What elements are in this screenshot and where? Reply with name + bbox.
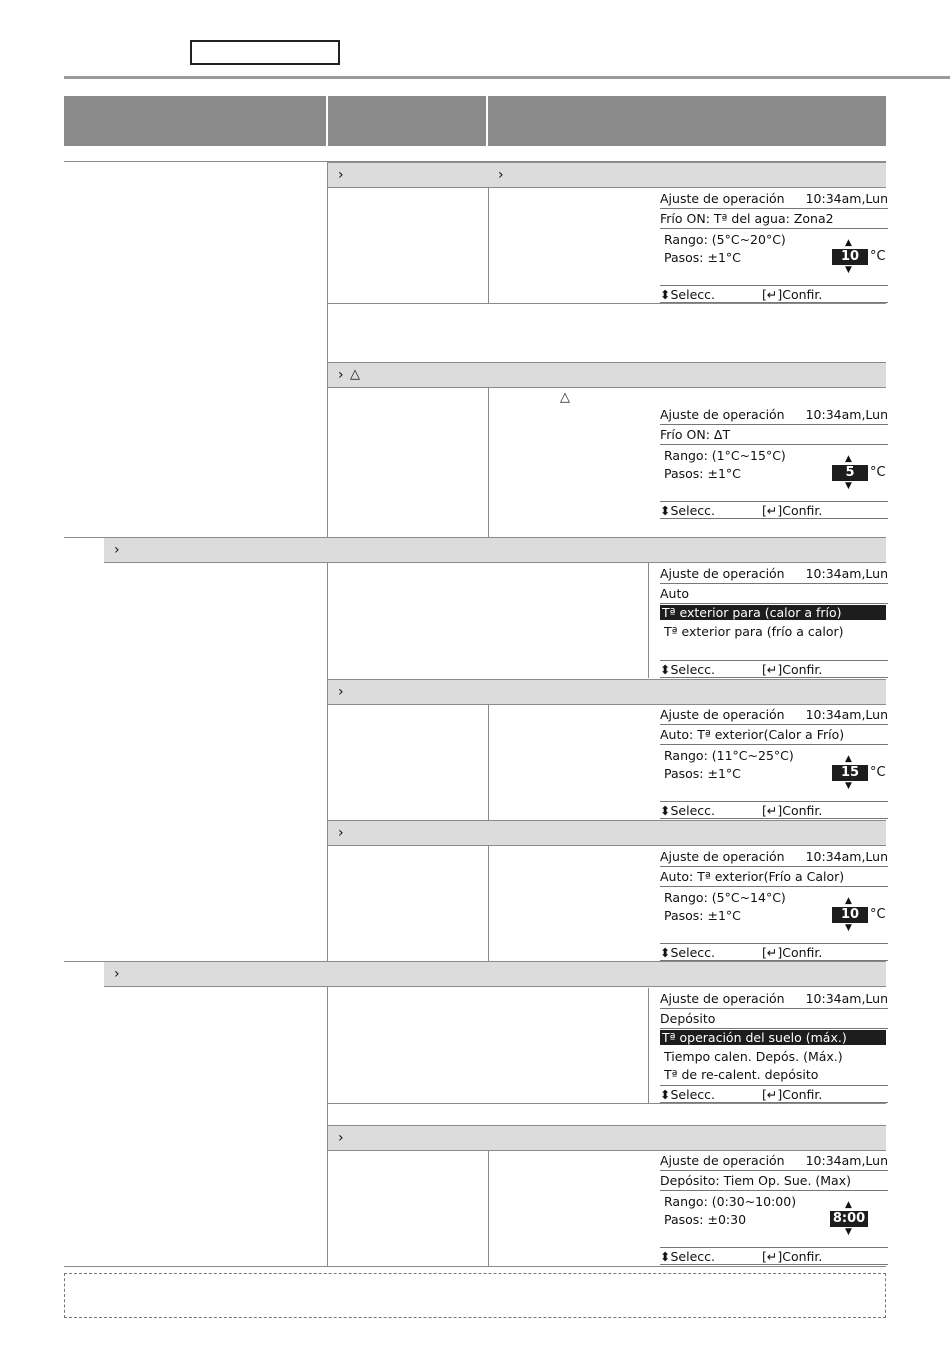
screen-divider: [660, 960, 888, 961]
updown-icon: ⬍: [660, 287, 671, 302]
select-hint: ⬍Selecc.: [660, 287, 715, 302]
select-hint: ⬍Selecc.: [660, 1087, 715, 1102]
lcd-screen: [660, 564, 888, 677]
unit-label: °C: [870, 465, 886, 480]
steps-text: Pasos: ±1°C: [664, 466, 741, 481]
chevron-right-icon: ›: [338, 825, 344, 841]
menu-item[interactable]: Tª exterior para (frío a calor): [664, 624, 844, 639]
updown-icon: ⬍: [660, 1249, 671, 1264]
screen-time: 10:34am,Lun: [805, 191, 888, 206]
chevron-right-icon: ›: [338, 367, 344, 383]
lcd-screen: [660, 405, 888, 518]
section-band: [104, 961, 886, 987]
arrow-down-icon[interactable]: ▼: [845, 265, 852, 275]
screen-divider: [660, 1264, 888, 1265]
screen-divider: [660, 801, 888, 802]
screen-divider: [660, 501, 888, 502]
screen-divider: [660, 1102, 888, 1103]
screen-divider: [660, 302, 888, 303]
screen-title: Ajuste de operación: [660, 1153, 785, 1168]
chevron-right-icon: ›: [114, 966, 120, 982]
arrow-up-icon[interactable]: ▲: [845, 1200, 852, 1210]
confirm-hint: [↵]Confir.: [762, 1249, 823, 1264]
screen-time: 10:34am,Lun: [805, 1153, 888, 1168]
confirm-hint: [↵]Confir.: [762, 945, 823, 960]
down-icon: ⬍: [660, 1087, 671, 1102]
screen-time: 10:34am,Lun: [805, 849, 888, 864]
steps-text: Pasos: ±0:30: [664, 1212, 747, 1227]
arrow-up-icon[interactable]: ▲: [845, 454, 852, 464]
screen-time: 10:34am,Lun: [805, 707, 888, 722]
confirm-hint: [↵]Confir.: [762, 803, 823, 818]
value-display[interactable]: 5: [832, 465, 868, 481]
unit-label: °C: [870, 249, 886, 264]
screen-divider: [660, 208, 888, 209]
range-text: Rango: (11°C~25°C): [664, 748, 794, 763]
screen-title: Ajuste de operación: [660, 707, 785, 722]
table-bottom-rule: [64, 1266, 886, 1267]
select-hint: ⬍Selecc.: [660, 945, 715, 960]
screen-subtitle: Frío ON: Tª del agua: Zona2: [660, 211, 834, 226]
header-blank-box: [190, 40, 340, 65]
arrow-down-icon[interactable]: ▼: [845, 1227, 852, 1237]
steps-text: Pasos: ±1°C: [664, 766, 741, 781]
screen-divider: [660, 1190, 888, 1191]
menu-item[interactable]: Tª de re-calent. depósito: [664, 1067, 819, 1082]
screen-divider: [660, 724, 888, 725]
screen-time: 10:34am,Lun: [805, 566, 888, 581]
screen-divider: [660, 886, 888, 887]
note-box: [64, 1273, 886, 1318]
screen-divider: [660, 1085, 888, 1086]
arrow-up-icon[interactable]: ▲: [845, 896, 852, 906]
chevron-right-icon: ›: [338, 167, 344, 183]
screen-divider: [660, 866, 888, 867]
screen-title: Ajuste de operación: [660, 407, 785, 422]
unit-label: °C: [870, 907, 886, 922]
screen-divider: [660, 1028, 888, 1029]
screen-divider: [660, 943, 888, 944]
confirm-hint: [↵]Confir.: [762, 1087, 823, 1102]
col-divider: [488, 188, 489, 303]
screen-title: Ajuste de operación: [660, 849, 785, 864]
section-band: [328, 1125, 886, 1151]
updown-icon: ⬍: [660, 803, 671, 818]
range-text: Rango: (5°C~20°C): [664, 232, 786, 247]
screen-divider: [660, 424, 888, 425]
confirm-hint: [↵]Confir.: [762, 662, 823, 677]
section-band: [328, 679, 886, 705]
section-band: [328, 362, 886, 388]
screen-divider: [660, 583, 888, 584]
chevron-right-icon: ›: [338, 684, 344, 700]
table-header-col3: [488, 96, 886, 146]
select-hint: ⬍Selecc.: [660, 803, 715, 818]
row-divider: [64, 537, 104, 538]
value-display[interactable]: 15: [832, 765, 868, 781]
arrow-up-icon[interactable]: ▲: [845, 754, 852, 764]
arrow-up-icon[interactable]: ▲: [845, 238, 852, 248]
screen-divider: [660, 660, 888, 661]
col-divider: [488, 846, 489, 961]
updown-icon: ⬍: [660, 945, 671, 960]
col-divider: [327, 161, 328, 1266]
screen-title: Ajuste de operación: [660, 566, 785, 581]
chevron-right-icon: ›: [498, 167, 504, 183]
screen-divider: [660, 677, 888, 678]
section-band: [328, 820, 886, 846]
screen-divider: [660, 1247, 888, 1248]
down-icon: ⬍: [660, 662, 671, 677]
steps-text: Pasos: ±1°C: [664, 250, 741, 265]
arrow-down-icon[interactable]: ▼: [845, 481, 852, 491]
menu-item[interactable]: Tiempo calen. Depós. (Máx.): [664, 1049, 843, 1064]
value-display[interactable]: 10: [832, 249, 868, 265]
screen-time: 10:34am,Lun: [805, 991, 888, 1006]
screen-subtitle: Auto: Tª exterior(Calor a Frío): [660, 727, 845, 742]
select-hint: ⬍Selecc.: [660, 1249, 715, 1264]
screen-divider: [660, 744, 888, 745]
updown-icon: ⬍: [660, 503, 671, 518]
range-text: Rango: (0:30~10:00): [664, 1194, 797, 1209]
header-rule: [64, 76, 950, 79]
arrow-down-icon[interactable]: ▼: [845, 781, 852, 791]
screen-divider: [660, 444, 888, 445]
screen-subtitle: Depósito: [660, 1011, 716, 1026]
lcd-screen: [660, 989, 888, 1102]
screen-divider: [660, 603, 888, 604]
confirm-hint: [↵]Confir.: [762, 287, 823, 302]
row-divider: [328, 1103, 886, 1104]
select-hint: ⬍Selecc.: [660, 503, 715, 518]
chevron-right-icon: ›: [338, 1130, 344, 1146]
steps-text: Pasos: ±1°C: [664, 908, 741, 923]
range-text: Rango: (1°C~15°C): [664, 448, 786, 463]
col-divider: [648, 988, 649, 1103]
screen-subtitle: Auto: [660, 586, 690, 601]
table-header-col1: [64, 96, 326, 146]
screen-subtitle: Auto: Tª exterior(Frío a Calor): [660, 869, 845, 884]
section-band: [328, 162, 886, 188]
screen-divider: [660, 285, 888, 286]
lcd-screen: [660, 847, 888, 960]
select-hint: ⬍Selecc.: [660, 662, 715, 677]
lcd-screen: [660, 189, 888, 302]
col-divider: [488, 1151, 489, 1266]
chevron-right-icon: ›: [114, 542, 120, 558]
screen-divider: [660, 1170, 888, 1171]
arrow-down-icon[interactable]: ▼: [845, 923, 852, 933]
value-display[interactable]: 10: [832, 907, 868, 923]
screen-divider: [660, 1008, 888, 1009]
triangle-icon: △: [560, 390, 570, 405]
screen-time: 10:34am,Lun: [805, 407, 888, 422]
screen-divider: [660, 518, 888, 519]
table-header-col2: [328, 96, 486, 146]
section-band: [104, 537, 886, 563]
menu-item-selected[interactable]: Tª operación del suelo (máx.): [660, 1030, 886, 1045]
col-divider: [488, 388, 489, 537]
screen-divider: [660, 818, 888, 819]
row-divider: [328, 303, 886, 304]
screen-divider: [660, 228, 888, 229]
lcd-screen: [660, 705, 888, 818]
col-divider: [648, 563, 649, 678]
unit-label: °C: [870, 765, 886, 780]
triangle-icon: △: [350, 367, 360, 382]
value-display[interactable]: 8:00: [830, 1211, 868, 1227]
col-divider: [488, 705, 489, 820]
menu-item-selected[interactable]: Tª exterior para (calor a frío): [660, 605, 886, 620]
screen-subtitle: Depósito: Tiem Op. Sue. (Max): [660, 1173, 851, 1188]
lcd-screen: [660, 1151, 888, 1264]
range-text: Rango: (5°C~14°C): [664, 890, 786, 905]
screen-title: Ajuste de operación: [660, 991, 785, 1006]
screen-subtitle: Frío ON: ΔT: [660, 427, 731, 442]
confirm-hint: [↵]Confir.: [762, 503, 823, 518]
row-divider: [64, 961, 104, 962]
screen-title: Ajuste de operación: [660, 191, 785, 206]
